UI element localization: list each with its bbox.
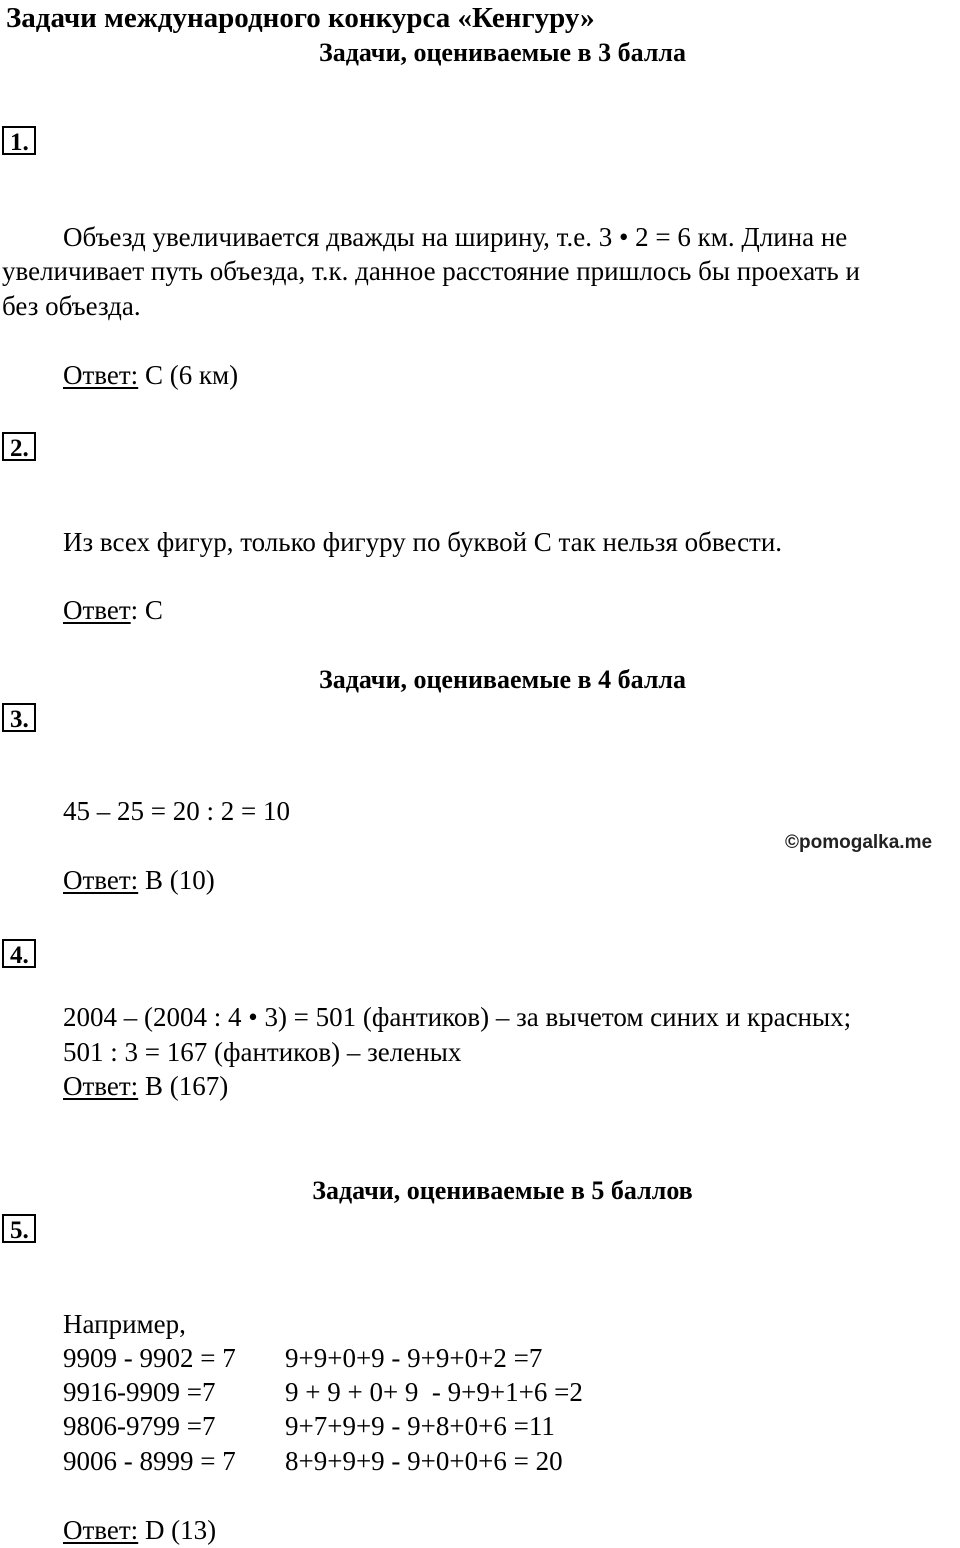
answer-label: Ответ: — [63, 865, 139, 895]
section-heading-5-points: Задачи, оцениваемые в 5 баллов — [312, 1176, 693, 1205]
problem-2-line-1: Из всех фигур, только фигуру по буквой С так нельзя обвести. — [63, 527, 783, 557]
watermark: ©pomogalka.me — [785, 832, 933, 853]
solution-row-3-left: 9806-9799 =7 — [63, 1411, 216, 1441]
problem-5-answer — [63, 1513, 216, 1547]
answer-value: В (167) — [138, 1071, 229, 1101]
problem-number-3: 3. — [2, 703, 36, 732]
answer-label: Ответ — [63, 595, 131, 625]
problem-2-answer — [63, 593, 163, 627]
problem-number-2: 2. — [2, 432, 36, 461]
problem-4-line-2: 501 : 3 = 167 (фантиков) – зеленых — [63, 1037, 462, 1067]
problem-1-line-1: Объезд увеличивается дважды на ширину, т.е. 3 • 2 = 6 км. Длина не — [63, 222, 848, 252]
solution-row-1-right: 9+9+0+9 - 9+9+0+2 =7 — [285, 1343, 543, 1373]
answer-value: С (6 км) — [138, 360, 239, 390]
solution-row-4-right: 8+9+9+9 - 9+0+0+6 = 20 — [285, 1446, 563, 1476]
solution-row-1-left: 9909 - 9902 = 7 — [63, 1343, 236, 1373]
problem-number-4: 4. — [2, 939, 36, 968]
problem-1-line-3: без объезда. — [2, 291, 141, 321]
problem-number-5: 5. — [2, 1214, 36, 1243]
problem-5-intro: Например, — [63, 1309, 186, 1339]
solution-row-2-right: 9 + 9 + 0+ 9 - 9+9+1+6 =2 — [285, 1377, 583, 1407]
problem-number-1: 1. — [2, 126, 36, 155]
problem-1-answer — [63, 358, 238, 392]
problem-1-line-2: увеличивает путь объезда, т.к. данное расстояние пришлось бы проехать и — [2, 256, 860, 286]
page-title: Задачи международного конкурса «Кенгуру» — [6, 2, 595, 34]
answer-label: Ответ: — [63, 360, 139, 390]
problem-3-line-1: 45 – 25 = 20 : 2 = 10 — [63, 796, 290, 826]
answer-value: : С — [130, 595, 163, 625]
problem-3-answer — [63, 863, 215, 897]
answer-label: Ответ: — [63, 1515, 139, 1545]
problem-4-answer — [63, 1069, 228, 1103]
solution-row-3-right: 9+7+9+9 - 9+8+0+6 =11 — [285, 1411, 555, 1441]
solution-row-2-left: 9916-9909 =7 — [63, 1377, 216, 1407]
problem-4-line-1: 2004 – (2004 : 4 • 3) = 501 (фантиков) – за вычетом синих и красных; — [63, 1002, 852, 1032]
section-heading-4-points: Задачи, оцениваемые в 4 балла — [318, 665, 687, 694]
section-heading-3-points: Задачи, оцениваемые в 3 балла — [318, 38, 687, 67]
answer-label: Ответ: — [63, 1071, 139, 1101]
solution-row-4-left: 9006 - 8999 = 7 — [63, 1446, 236, 1476]
answer-value: В (10) — [138, 865, 215, 895]
answer-value: D (13) — [138, 1515, 217, 1545]
